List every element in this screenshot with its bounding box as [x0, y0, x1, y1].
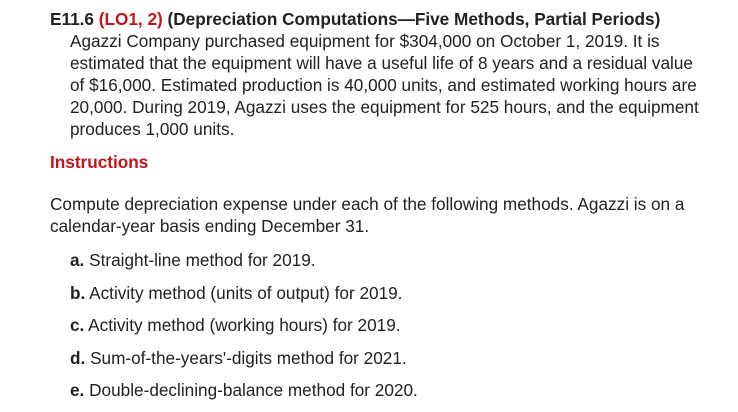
- learning-objectives: (LO1, 2): [98, 9, 163, 29]
- item-text: Straight-line method for 2019.: [89, 250, 316, 270]
- list-item: [70, 347, 418, 380]
- list-item: [70, 379, 418, 412]
- instructions-intro: Compute depreciation expense under each of the following methods. Agazzi is on a calendar-year basis ending December 31.: [50, 194, 685, 236]
- item-letter: a.: [70, 250, 85, 270]
- problem-body: Agazzi Company purchased equipment for $304,000 on October 1, 2019. It is estimated that the equipment will have a useful life of 8 years and a residual value of $16,000. Estimated production is 40,000 units, and estimated working hours are 20,000. During 2019, Agazzi uses the equipment for 525 hours, and the equipment produces 1,000 units.: [70, 31, 699, 139]
- item-letter: d.: [70, 347, 86, 368]
- item-text: Activity method (working hours) for 2019.: [88, 315, 401, 336]
- list-item: [70, 282, 418, 315]
- item-text: Double-declining-balance method for 2020.: [89, 380, 418, 401]
- problem-statement: [50, 8, 710, 140]
- instructions-heading: Instructions: [50, 152, 149, 172]
- item-letter: e.: [70, 380, 85, 401]
- problem-id: E11.6: [50, 9, 94, 29]
- item-text: Activity method (units of output) for 2019.: [89, 282, 403, 303]
- problem-title: (Depreciation Computations—Five Methods, Partial Periods): [167, 9, 661, 29]
- list-item: [70, 249, 418, 282]
- list-item: [70, 314, 418, 347]
- item-text: Sum-of-the-years'-digits method for 2021.: [90, 347, 407, 368]
- instructions-list: [70, 249, 418, 412]
- item-letter: c.: [70, 315, 85, 336]
- problem-paragraph: [50, 8, 710, 140]
- item-letter: b.: [70, 282, 86, 303]
